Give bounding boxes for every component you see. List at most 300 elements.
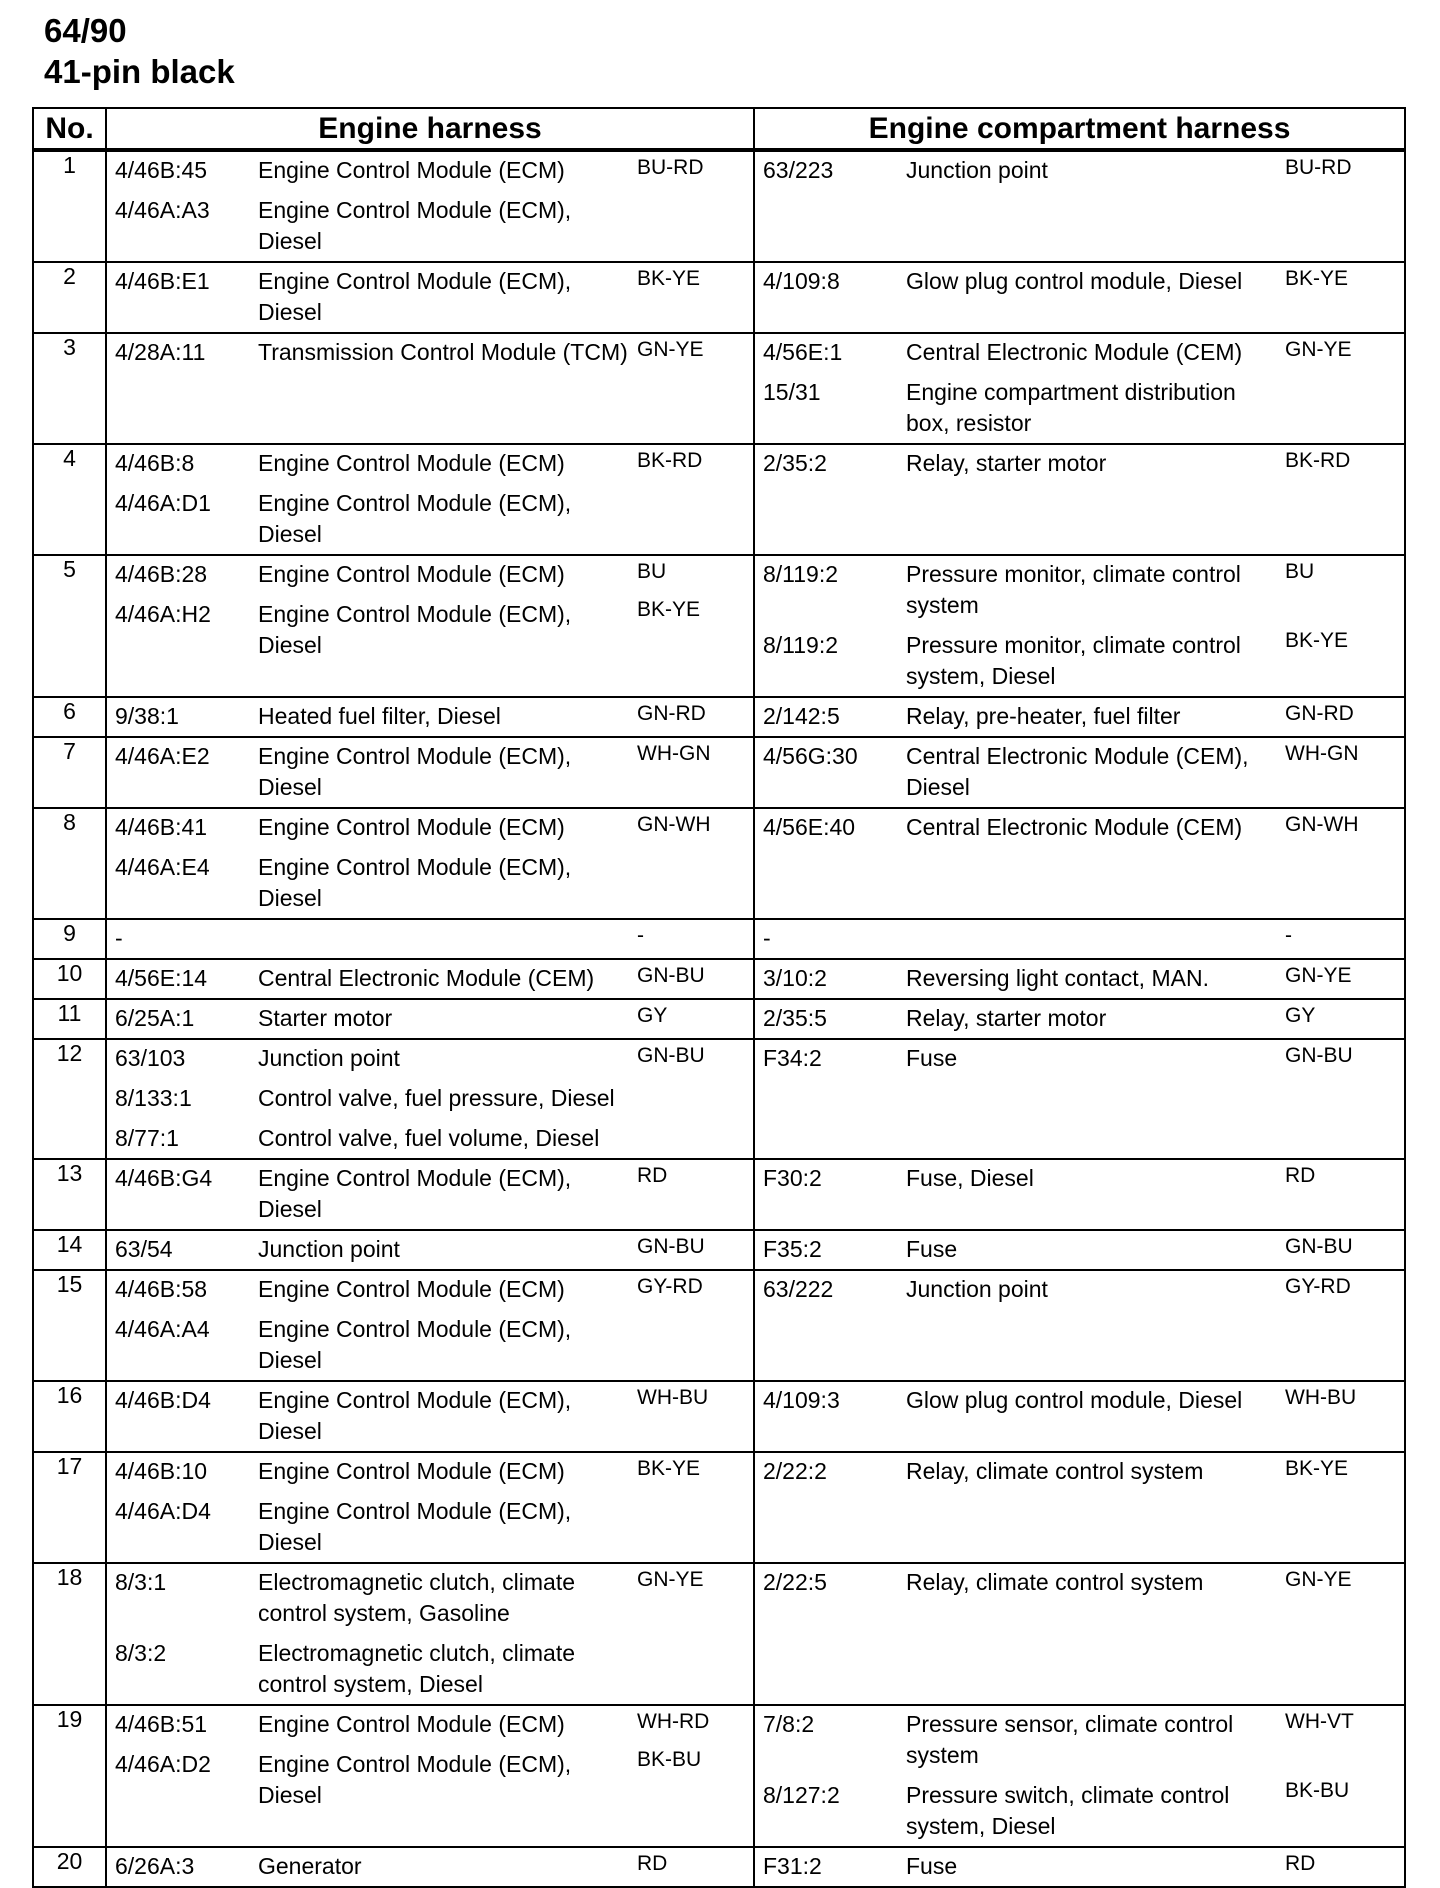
harness-entry [107,1078,637,1118]
table-row [33,1563,1405,1705]
component-code: 4/56E:40 [763,814,856,840]
engine-harness-entries [106,959,637,999]
wire-color-code: BK-YE [1285,1457,1349,1480]
harness-entry [755,1000,1285,1038]
wire-color-code: GN-BU [637,1044,705,1067]
component-description: Fuse [906,1045,958,1071]
component-code: 4/46A:E2 [115,743,210,769]
engine-harness-entries [106,999,637,1039]
compartment-wire-color [1285,1847,1405,1887]
wire-color-code: WH-VT [1285,1710,1354,1733]
component-code: 2/142:5 [763,703,840,729]
harness-entry [107,263,637,332]
wire-color-code: GN-WH [637,813,711,836]
page-reference: 64/90 [44,12,127,49]
component-description [258,923,633,954]
harness-entry [107,1706,637,1744]
component-code: 4/46B:28 [115,561,208,587]
harness-entry [755,1040,1285,1078]
harness-entry [107,1160,637,1229]
compartment-harness-entries [754,1452,1285,1563]
table-row [33,697,1405,737]
engine-harness-entries [106,555,637,697]
pin-number: 9 [33,919,106,959]
table-row [33,1230,1405,1270]
harness-entry [107,1118,637,1158]
engine-wire-color [637,1705,754,1847]
component-description: Fuse [906,1853,958,1879]
engine-harness-entries [106,444,637,555]
compartment-wire-color [1285,1230,1405,1270]
engine-wire-color [637,444,754,555]
component-code: 4/46A:A3 [115,197,210,223]
component-description: Central Electronic Module (CEM), Diesel [906,743,1249,800]
harness-entry [755,1160,1285,1198]
pin-number: 2 [33,262,106,333]
component-code: - [115,925,123,951]
harness-entry [107,334,637,372]
component-code: 4/46B:D4 [115,1387,211,1413]
engine-wire-color [637,999,754,1039]
component-code: 4/46A:D2 [115,1751,211,1777]
engine-harness-entries [106,150,637,262]
component-code: 4/46B:8 [115,450,195,476]
harness-entry [107,1491,637,1562]
harness-entry [107,1633,637,1704]
pin-number: 12 [33,1039,106,1159]
wire-color-code: GN-YE [1285,964,1352,987]
compartment-wire-color [1285,1039,1405,1159]
component-description: Engine Control Module (ECM) [258,450,565,476]
component-code: 8/3:1 [115,1569,167,1595]
engine-wire-color [637,333,754,444]
pin-number: 16 [33,1381,106,1452]
harness-entry [755,809,1285,847]
component-code: 4/46B:G4 [115,1165,213,1191]
wire-color-code: WH-GN [637,742,711,765]
engine-wire-color [637,1563,754,1705]
component-description: Central Electronic Module (CEM) [258,965,595,991]
table-row [33,1270,1405,1381]
component-code: 4/46B:E1 [115,268,210,294]
component-description: Relay, starter motor [906,450,1107,476]
component-code: 8/3:2 [115,1640,167,1666]
component-description: Engine Control Module (ECM) [258,561,565,587]
engine-wire-color [637,150,754,262]
component-description: Reversing light contact, MAN. [906,965,1209,991]
component-code: 2/35:2 [763,450,827,476]
wire-color-code: WH-BU [637,1386,709,1409]
component-description: Engine Control Module (ECM), Diesel [258,743,572,800]
engine-harness-entries [106,1039,637,1159]
component-code: 4/46B:10 [115,1458,208,1484]
compartment-harness-entries [754,808,1285,919]
wire-color-code: BU-RD [1285,156,1352,179]
component-description: Engine Control Module (ECM), Diesel [258,854,572,911]
pin-number: 3 [33,333,106,444]
pin-number: 5 [33,555,106,697]
compartment-wire-color [1285,150,1405,262]
component-description: Engine Control Module (ECM), Diesel [258,601,572,658]
component-code: 15/31 [763,379,821,405]
component-description: Engine Control Module (ECM), Diesel [258,490,572,547]
engine-harness-entries [106,919,637,959]
wire-color-code: BK-YE [637,1457,701,1480]
component-code: 4/46B:51 [115,1711,208,1737]
table-row [33,959,1405,999]
harness-entry [107,1382,637,1451]
component-description: Engine Control Module (ECM), Diesel [258,197,572,254]
harness-entry [107,594,637,665]
wire-color-code: RD [1285,1852,1316,1875]
wire-color-code: BK-RD [1285,449,1351,472]
compartment-wire-color [1285,1452,1405,1563]
component-description [906,923,1281,954]
table-row [33,555,1405,697]
engine-wire-color [637,808,754,919]
component-description: Engine Control Module (ECM), Diesel [258,268,572,325]
component-code: 6/26A:3 [115,1853,195,1879]
component-description: Relay, starter motor [906,1005,1107,1031]
component-description: Relay, climate control system [906,1569,1204,1595]
component-code: F34:2 [763,1045,822,1071]
wire-color-code: GN-YE [1285,1568,1352,1591]
wire-color-code: GN-BU [637,1235,705,1258]
compartment-wire-color [1285,1270,1405,1381]
compartment-wire-color [1285,697,1405,737]
engine-wire-color [637,1039,754,1159]
component-description: Junction point [258,1236,400,1262]
table-header-row [33,108,1405,150]
engine-wire-color [637,959,754,999]
harness-entry [107,698,637,736]
compartment-wire-color [1285,1159,1405,1230]
harness-entry [107,1744,637,1815]
component-code: 4/56G:30 [763,743,858,769]
wire-color-code: GY-RD [637,1275,703,1298]
compartment-wire-color [1285,262,1405,333]
component-description: Heated fuel filter, Diesel [258,703,501,729]
wire-color-code: BK-BU [1285,1779,1350,1802]
engine-harness-entries [106,1230,637,1270]
component-code: 2/22:5 [763,1569,827,1595]
component-code: 2/22:2 [763,1458,827,1484]
pin-number: 14 [33,1230,106,1270]
table-row [33,1705,1405,1847]
component-code: 8/127:2 [763,1782,840,1808]
harness-entry [107,1000,637,1038]
harness-entry [755,372,1285,443]
table-row [33,1159,1405,1230]
engine-harness-entries [106,1381,637,1452]
compartment-harness-entries [754,1381,1285,1452]
component-description: Pressure sensor, climate control system [906,1711,1234,1768]
engine-wire-color [637,1452,754,1563]
compartment-wire-color [1285,737,1405,808]
harness-entry [107,847,637,918]
component-code: 4/46A:D4 [115,1498,211,1524]
component-description: Engine Control Module (ECM), Diesel [258,1316,572,1373]
harness-entry [755,1848,1285,1886]
wire-color-code: GN-YE [637,1568,704,1591]
table-row [33,1847,1405,1887]
component-description: Central Electronic Module (CEM) [906,814,1243,840]
component-code: 8/119:2 [763,561,839,587]
column-header-compartment-harness: Engine compartment harness [754,108,1405,150]
harness-entry [107,809,637,847]
component-description: Electromagnetic clutch, climate control system, Diesel [258,1640,576,1697]
component-description: Engine Control Module (ECM), Diesel [258,1751,572,1808]
compartment-harness-entries [754,444,1285,555]
pin-number: 19 [33,1705,106,1847]
component-description: Pressure switch, climate control system, Diesel [906,1782,1230,1839]
compartment-wire-color [1285,444,1405,555]
engine-harness-entries [106,333,637,444]
engine-wire-color [637,919,754,959]
compartment-harness-entries [754,1039,1285,1159]
component-description: Junction point [906,1276,1048,1302]
harness-entry [107,445,637,483]
compartment-wire-color [1285,999,1405,1039]
component-description: Transmission Control Module (TCM) [258,339,628,365]
engine-harness-entries [106,1705,637,1847]
harness-entry [755,1271,1285,1309]
engine-harness-entries [106,697,637,737]
harness-entry [755,263,1285,301]
component-description: Junction point [906,157,1048,183]
harness-entry [755,698,1285,736]
engine-wire-color [637,1230,754,1270]
component-description: Fuse, Diesel [906,1165,1034,1191]
pin-number: 20 [33,1847,106,1887]
pin-number: 1 [33,150,106,262]
component-code: 4/46A:A4 [115,1316,210,1342]
component-description: Control valve, fuel volume, Diesel [258,1125,600,1151]
wire-color-code: WH-RD [637,1710,710,1733]
table-row [33,919,1405,959]
component-description: Central Electronic Module (CEM) [906,339,1243,365]
component-code: 2/35:5 [763,1005,827,1031]
table-row [33,262,1405,333]
component-code: - [763,925,771,951]
component-description: Electromagnetic clutch, climate control system, Gasoline [258,1569,576,1626]
pin-number: 4 [33,444,106,555]
wire-color-code: RD [1285,1164,1316,1187]
column-header-no: No. [33,108,106,150]
compartment-wire-color [1285,919,1405,959]
pin-number: 7 [33,737,106,808]
wire-color-code: WH-BU [1285,1386,1357,1409]
component-description: Relay, pre-heater, fuel filter [906,703,1181,729]
component-description: Engine Control Module (ECM) [258,814,565,840]
wire-color-code: BK-YE [637,267,701,290]
component-code: 9/38:1 [115,703,179,729]
harness-entry [107,920,637,958]
compartment-wire-color [1285,1381,1405,1452]
component-code: 4/46A:H2 [115,601,211,627]
compartment-harness-entries [754,999,1285,1039]
pin-number: 13 [33,1159,106,1230]
compartment-harness-entries [754,1705,1285,1847]
harness-entry [107,483,637,554]
component-code: 4/109:3 [763,1387,840,1413]
wire-color-code: GN-BU [637,964,705,987]
harness-entry [107,556,637,594]
component-code: 8/77:1 [115,1125,179,1151]
harness-entry [107,1271,637,1309]
engine-wire-color [637,1847,754,1887]
component-description: Engine Control Module (ECM), Diesel [258,1387,572,1444]
table-row [33,808,1405,919]
harness-entry [755,445,1285,483]
component-description: Pressure monitor, climate control system [906,561,1241,618]
wire-color-code: BK-RD [637,449,703,472]
component-description: Engine Control Module (ECM) [258,157,565,183]
wire-color-code: GY [1285,1004,1316,1027]
pin-number: 6 [33,697,106,737]
harness-entry [107,1453,637,1491]
harness-entry [755,556,1285,625]
engine-wire-color [637,737,754,808]
pin-rows [33,150,1405,1887]
component-description: Engine Control Module (ECM) [258,1458,565,1484]
component-description: Engine compartment distribution box, resistor [906,379,1236,436]
column-header-engine-harness: Engine harness [106,108,754,150]
component-description: Control valve, fuel pressure, Diesel [258,1085,615,1111]
table-row [33,1381,1405,1452]
harness-entry [107,1309,637,1380]
compartment-wire-color [1285,959,1405,999]
compartment-harness-entries [754,959,1285,999]
component-description: Junction point [258,1045,400,1071]
wire-color-code: BU [637,560,667,583]
component-code: F30:2 [763,1165,822,1191]
component-code: 4/46B:58 [115,1276,208,1302]
compartment-harness-entries [754,1847,1285,1887]
pin-number: 17 [33,1452,106,1563]
table-row [33,1039,1405,1159]
wire-color-code: BU-RD [637,156,704,179]
compartment-wire-color [1285,555,1405,697]
compartment-harness-entries [754,333,1285,444]
component-description: Relay, climate control system [906,1458,1204,1484]
wire-color-code: GN-BU [1285,1044,1353,1067]
component-code: 63/222 [763,1276,834,1302]
wire-color-code: GN-RD [637,702,706,725]
wire-color-code: BK-YE [637,598,701,621]
engine-harness-entries [106,1452,637,1563]
component-code: 4/46A:E4 [115,854,210,880]
engine-wire-color [637,1381,754,1452]
component-description: Engine Control Module (ECM), Diesel [258,1165,572,1222]
component-code: 6/25A:1 [115,1005,195,1031]
wire-color-code: GN-RD [1285,702,1354,725]
component-code: 8/119:2 [763,632,839,658]
harness-entry [107,738,637,807]
wire-color-code: RD [637,1164,668,1187]
wire-color-code: WH-GN [1285,742,1359,765]
compartment-harness-entries [754,1159,1285,1230]
wire-color-code: BK-YE [1285,267,1349,290]
component-code: 3/10:2 [763,965,827,991]
component-code: 4/46A:D1 [115,490,211,516]
harness-entry [107,1040,637,1078]
engine-wire-color [637,262,754,333]
harness-entry [755,625,1285,696]
wire-color-code: BK-BU [637,1748,702,1771]
wire-color-code: - [637,924,644,947]
wire-color-code: GN-YE [637,338,704,361]
harness-entry [107,1848,637,1886]
table-row [33,333,1405,444]
table-row [33,737,1405,808]
component-code: 4/56E:1 [763,339,843,365]
compartment-harness-entries [754,555,1285,697]
component-code: 4/56E:14 [115,965,208,991]
harness-entry [755,1564,1285,1602]
table-row [33,1452,1405,1563]
pin-number: 18 [33,1563,106,1705]
harness-entry [755,1231,1285,1269]
engine-wire-color [637,1270,754,1381]
component-description: Engine Control Module (ECM) [258,1711,565,1737]
engine-harness-entries [106,1270,637,1381]
component-code: 4/109:8 [763,268,840,294]
harness-entry [107,190,637,261]
component-code: 7/8:2 [763,1711,815,1737]
component-description: Pressure monitor, climate control system, Diesel [906,632,1241,689]
engine-harness-entries [106,808,637,919]
table-row [33,444,1405,555]
wire-color-code: BK-YE [1285,629,1349,652]
compartment-harness-entries [754,1230,1285,1270]
compartment-wire-color [1285,1563,1405,1705]
harness-entry [755,920,1285,958]
component-code: 63/103 [115,1045,186,1071]
wire-color-code: BU [1285,560,1315,583]
component-code: 63/223 [763,157,834,183]
document-header [44,10,235,92]
engine-wire-color [637,555,754,697]
engine-harness-entries [106,1847,637,1887]
pin-number: 8 [33,808,106,919]
harness-entry [107,1231,637,1269]
harness-entry [107,960,637,998]
wire-color-code: - [1285,924,1292,947]
compartment-wire-color [1285,808,1405,919]
component-code: 63/54 [115,1236,173,1262]
engine-harness-entries [106,262,637,333]
component-description: Glow plug control module, Diesel [906,1387,1243,1413]
component-description: Glow plug control module, Diesel [906,268,1243,294]
table-row [33,999,1405,1039]
compartment-harness-entries [754,262,1285,333]
compartment-harness-entries [754,697,1285,737]
component-description: Engine Control Module (ECM) [258,1276,565,1302]
component-description: Engine Control Module (ECM), Diesel [258,1498,572,1555]
engine-harness-entries [106,1159,637,1230]
table-row [33,150,1405,262]
component-code: 4/46B:41 [115,814,208,840]
component-code: 4/46B:45 [115,157,208,183]
harness-entry [107,1564,637,1633]
component-code: 8/133:1 [115,1085,192,1111]
compartment-harness-entries [754,737,1285,808]
compartment-harness-entries [754,1563,1285,1705]
component-code: 4/28A:11 [115,339,206,365]
connector-pin-table [32,107,1406,1888]
wire-color-code: GN-BU [1285,1235,1353,1258]
